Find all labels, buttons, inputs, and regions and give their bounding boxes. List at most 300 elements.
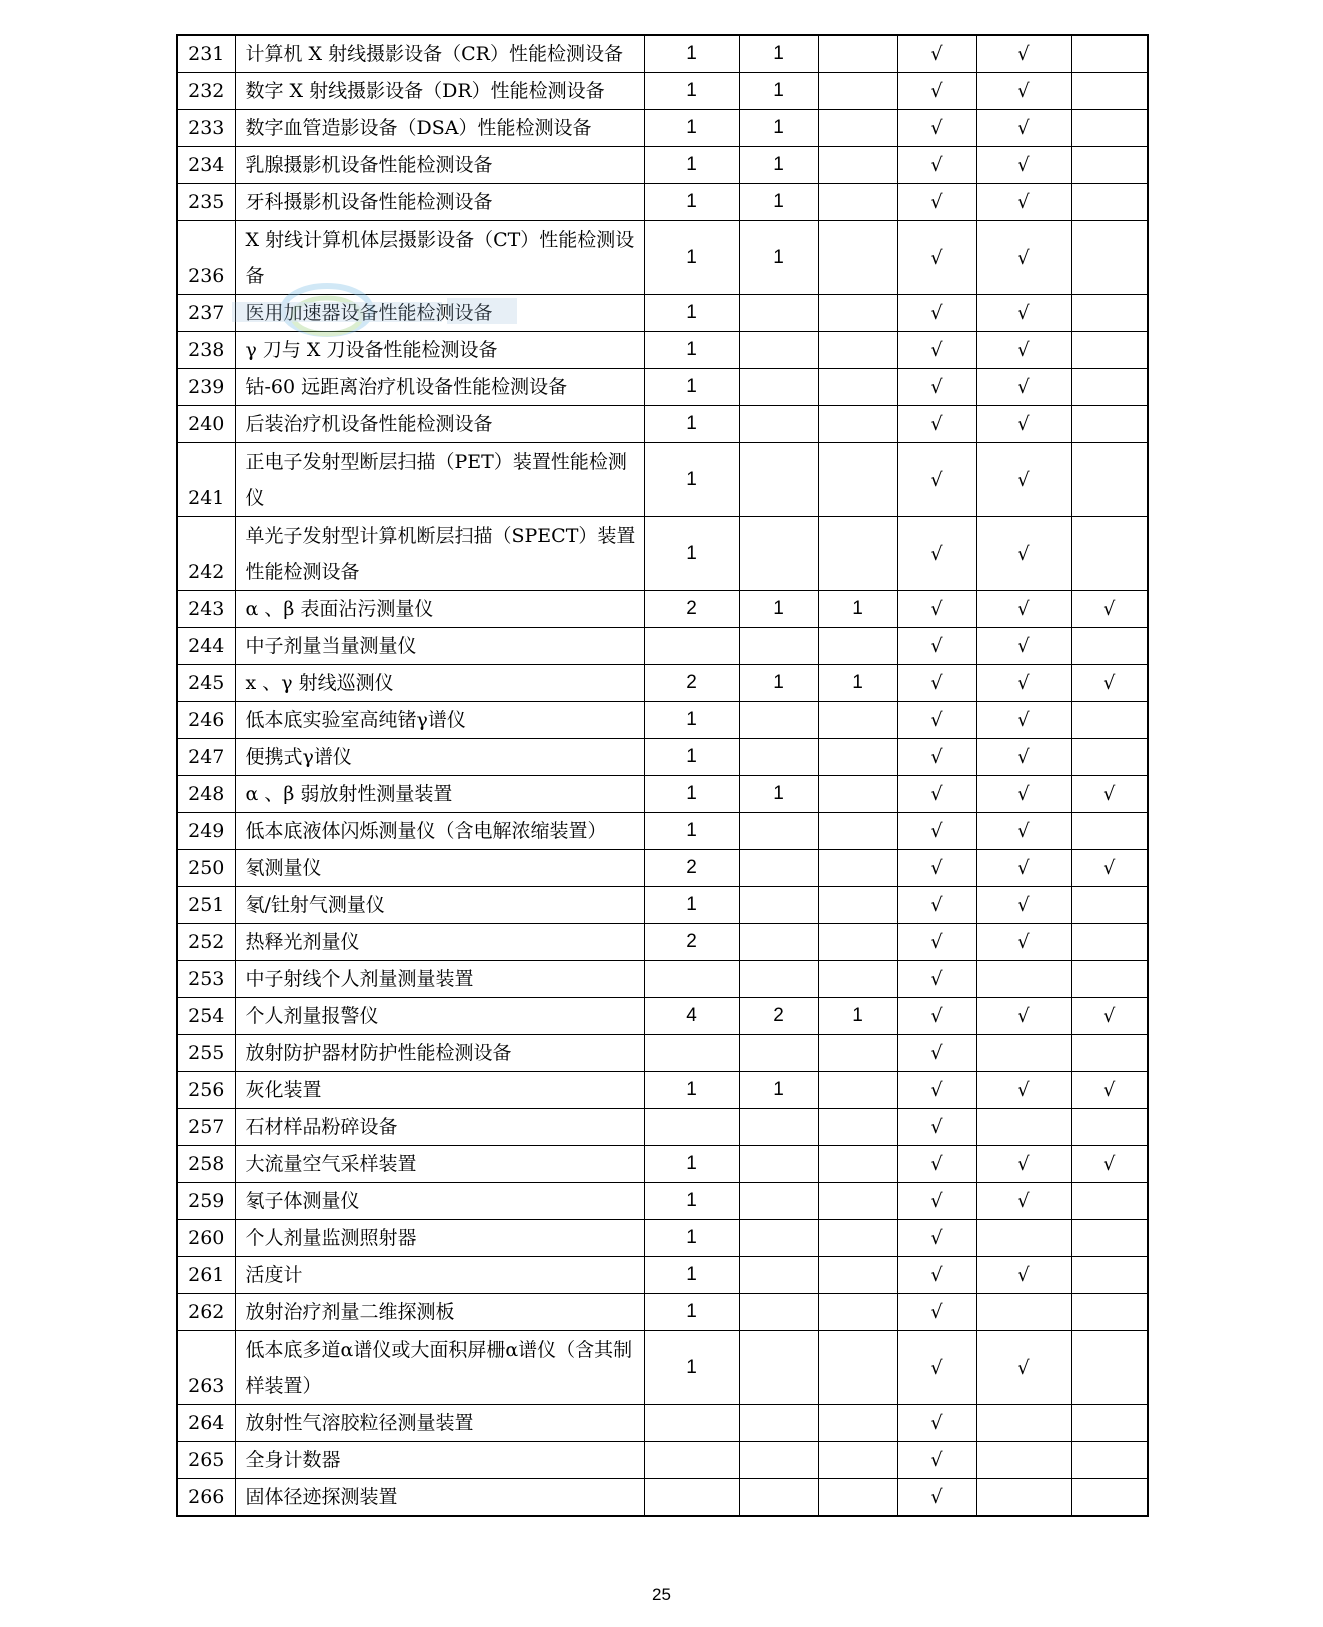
check-cell-1: √ <box>897 813 976 850</box>
equipment-name-cell: 氡测量仪 <box>235 850 644 887</box>
equipment-name-cell: 数字 X 射线摄影设备（DR）性能检测设备 <box>235 73 644 110</box>
quantity-cell-2 <box>739 1405 818 1442</box>
check-cell-3 <box>1071 1331 1148 1405</box>
table-row <box>177 1146 1148 1183</box>
quantity-cell-1 <box>644 628 739 665</box>
quantity-cell-1: 1 <box>644 295 739 332</box>
quantity-cell-2: 1 <box>739 665 818 702</box>
row-number-cell: 257 <box>177 1109 235 1146</box>
row-number-cell: 244 <box>177 628 235 665</box>
check-cell-1: √ <box>897 1442 976 1479</box>
quantity-cell-1: 1 <box>644 517 739 591</box>
row-number-cell: 236 <box>177 221 235 295</box>
table-row <box>177 591 1148 628</box>
check-cell-1: √ <box>897 295 976 332</box>
quantity-cell-3 <box>818 1146 897 1183</box>
row-number-cell: 232 <box>177 73 235 110</box>
check-cell-1: √ <box>897 961 976 998</box>
check-cell-3 <box>1071 110 1148 147</box>
quantity-cell-3 <box>818 776 897 813</box>
check-cell-1: √ <box>897 850 976 887</box>
quantity-cell-1: 1 <box>644 1146 739 1183</box>
table-row <box>177 1331 1148 1405</box>
check-cell-1: √ <box>897 998 976 1035</box>
quantity-cell-3 <box>818 1405 897 1442</box>
quantity-cell-2 <box>739 850 818 887</box>
check-cell-2: √ <box>976 1257 1071 1294</box>
quantity-cell-2 <box>739 1146 818 1183</box>
check-cell-3 <box>1071 73 1148 110</box>
table-row <box>177 887 1148 924</box>
quantity-cell-1: 1 <box>644 221 739 295</box>
row-number-cell: 238 <box>177 332 235 369</box>
table-row <box>177 221 1148 295</box>
equipment-name-cell: 全身计数器 <box>235 1442 644 1479</box>
equipment-name-cell: 钴-60 远距离治疗机设备性能检测设备 <box>235 369 644 406</box>
check-cell-1: √ <box>897 1035 976 1072</box>
quantity-cell-1: 4 <box>644 998 739 1035</box>
quantity-cell-3 <box>818 332 897 369</box>
quantity-cell-1: 2 <box>644 591 739 628</box>
row-number-cell: 237 <box>177 295 235 332</box>
check-cell-3 <box>1071 369 1148 406</box>
check-cell-2: √ <box>976 1146 1071 1183</box>
quantity-cell-1: 1 <box>644 35 739 73</box>
equipment-name-cell: 放射防护器材防护性能检测设备 <box>235 1035 644 1072</box>
table-row <box>177 443 1148 517</box>
quantity-cell-1: 1 <box>644 739 739 776</box>
check-cell-3: √ <box>1071 776 1148 813</box>
check-cell-1: √ <box>897 628 976 665</box>
check-cell-1: √ <box>897 332 976 369</box>
quantity-cell-2: 1 <box>739 591 818 628</box>
check-cell-3 <box>1071 1294 1148 1331</box>
table-row <box>177 1035 1148 1072</box>
equipment-name-cell: 个人剂量监测照射器 <box>235 1220 644 1257</box>
row-number-cell: 262 <box>177 1294 235 1331</box>
check-cell-1: √ <box>897 406 976 443</box>
equipment-name-cell: 放射治疗剂量二维探测板 <box>235 1294 644 1331</box>
check-cell-3 <box>1071 887 1148 924</box>
row-number-cell: 245 <box>177 665 235 702</box>
quantity-cell-2 <box>739 1183 818 1220</box>
equipment-name-cell: 放射性气溶胶粒径测量装置 <box>235 1405 644 1442</box>
quantity-cell-3 <box>818 221 897 295</box>
quantity-cell-1: 2 <box>644 665 739 702</box>
table-row <box>177 369 1148 406</box>
quantity-cell-2 <box>739 702 818 739</box>
table-row <box>177 924 1148 961</box>
equipment-name-cell: 中子剂量当量测量仪 <box>235 628 644 665</box>
row-number-cell: 243 <box>177 591 235 628</box>
table-row <box>177 110 1148 147</box>
table-row <box>177 1220 1148 1257</box>
row-number-cell: 251 <box>177 887 235 924</box>
quantity-cell-3 <box>818 1331 897 1405</box>
check-cell-3 <box>1071 1183 1148 1220</box>
check-cell-1: √ <box>897 1146 976 1183</box>
quantity-cell-2: 1 <box>739 776 818 813</box>
quantity-cell-1 <box>644 1035 739 1072</box>
equipment-name-cell: 灰化装置 <box>235 1072 644 1109</box>
quantity-cell-1: 1 <box>644 369 739 406</box>
equipment-name-cell: x 、γ 射线巡测仪 <box>235 665 644 702</box>
quantity-cell-2 <box>739 1220 818 1257</box>
table-row <box>177 406 1148 443</box>
table-row <box>177 776 1148 813</box>
quantity-cell-1: 1 <box>644 1072 739 1109</box>
page-number: 25 <box>652 1585 671 1604</box>
table-row <box>177 739 1148 776</box>
quantity-cell-2 <box>739 1257 818 1294</box>
check-cell-2 <box>976 1442 1071 1479</box>
quantity-cell-1: 1 <box>644 1294 739 1331</box>
quantity-cell-1: 1 <box>644 73 739 110</box>
quantity-cell-3 <box>818 1072 897 1109</box>
table-row <box>177 998 1148 1035</box>
quantity-cell-3 <box>818 850 897 887</box>
table-row <box>177 1257 1148 1294</box>
quantity-cell-3: 1 <box>818 998 897 1035</box>
check-cell-2: √ <box>976 702 1071 739</box>
quantity-cell-3 <box>818 961 897 998</box>
row-number-cell: 264 <box>177 1405 235 1442</box>
check-cell-3 <box>1071 406 1148 443</box>
check-cell-2: √ <box>976 665 1071 702</box>
check-cell-3: √ <box>1071 1146 1148 1183</box>
check-cell-2: √ <box>976 184 1071 221</box>
check-cell-1: √ <box>897 147 976 184</box>
row-number-cell: 234 <box>177 147 235 184</box>
quantity-cell-1: 1 <box>644 813 739 850</box>
check-cell-2: √ <box>976 221 1071 295</box>
check-cell-3 <box>1071 35 1148 73</box>
equipment-name-cell: 正电子发射型断层扫描（PET）装置性能检测仪 <box>235 443 644 517</box>
check-cell-3: √ <box>1071 665 1148 702</box>
check-cell-2: √ <box>976 147 1071 184</box>
table-row <box>177 295 1148 332</box>
quantity-cell-1: 1 <box>644 110 739 147</box>
check-cell-3 <box>1071 1220 1148 1257</box>
row-number-cell: 242 <box>177 517 235 591</box>
check-cell-3 <box>1071 443 1148 517</box>
check-cell-1: √ <box>897 1479 976 1517</box>
check-cell-1: √ <box>897 739 976 776</box>
check-cell-1: √ <box>897 221 976 295</box>
row-number-cell: 254 <box>177 998 235 1035</box>
check-cell-2: √ <box>976 332 1071 369</box>
check-cell-1: √ <box>897 1331 976 1405</box>
table-row <box>177 1294 1148 1331</box>
quantity-cell-1: 2 <box>644 850 739 887</box>
check-cell-2: √ <box>976 1072 1071 1109</box>
quantity-cell-1: 2 <box>644 924 739 961</box>
check-cell-1: √ <box>897 443 976 517</box>
check-cell-2 <box>976 1405 1071 1442</box>
quantity-cell-1: 1 <box>644 1220 739 1257</box>
check-cell-2 <box>976 961 1071 998</box>
check-cell-2: √ <box>976 406 1071 443</box>
equipment-table <box>176 34 1149 1517</box>
table-row <box>177 332 1148 369</box>
check-cell-2: √ <box>976 628 1071 665</box>
check-cell-3 <box>1071 221 1148 295</box>
equipment-name-cell: γ 刀与 X 刀设备性能检测设备 <box>235 332 644 369</box>
quantity-cell-3 <box>818 628 897 665</box>
row-number-cell: 260 <box>177 1220 235 1257</box>
equipment-name-cell: 低本底多道α谱仪或大面积屏栅α谱仪（含其制样装置） <box>235 1331 644 1405</box>
quantity-cell-3 <box>818 406 897 443</box>
check-cell-2: √ <box>976 887 1071 924</box>
equipment-name-cell: 低本底实验室高纯锗γ谱仪 <box>235 702 644 739</box>
table-row <box>177 628 1148 665</box>
table-row <box>177 1072 1148 1109</box>
row-number-cell: 263 <box>177 1331 235 1405</box>
equipment-name-cell: α 、β 表面沾污测量仪 <box>235 591 644 628</box>
check-cell-2 <box>976 1294 1071 1331</box>
row-number-cell: 252 <box>177 924 235 961</box>
quantity-cell-2 <box>739 924 818 961</box>
table-row <box>177 665 1148 702</box>
quantity-cell-2 <box>739 1109 818 1146</box>
quantity-cell-3 <box>818 1035 897 1072</box>
quantity-cell-3: 1 <box>818 591 897 628</box>
equipment-name-cell: α 、β 弱放射性测量装置 <box>235 776 644 813</box>
row-number-cell: 239 <box>177 369 235 406</box>
quantity-cell-1: 1 <box>644 887 739 924</box>
quantity-cell-3 <box>818 1442 897 1479</box>
table-row <box>177 702 1148 739</box>
check-cell-1: √ <box>897 924 976 961</box>
row-number-cell: 253 <box>177 961 235 998</box>
table-row <box>177 35 1148 73</box>
quantity-cell-2 <box>739 406 818 443</box>
quantity-cell-3 <box>818 184 897 221</box>
equipment-name-cell: X 射线计算机体层摄影设备（CT）性能检测设备 <box>235 221 644 295</box>
quantity-cell-3 <box>818 35 897 73</box>
check-cell-2: √ <box>976 517 1071 591</box>
check-cell-3 <box>1071 924 1148 961</box>
quantity-cell-2 <box>739 1035 818 1072</box>
table-row <box>177 1405 1148 1442</box>
row-number-cell: 248 <box>177 776 235 813</box>
row-number-cell: 241 <box>177 443 235 517</box>
check-cell-2: √ <box>976 369 1071 406</box>
row-number-cell: 249 <box>177 813 235 850</box>
check-cell-1: √ <box>897 776 976 813</box>
quantity-cell-2 <box>739 332 818 369</box>
equipment-name-cell: 石材样品粉碎设备 <box>235 1109 644 1146</box>
check-cell-1: √ <box>897 1294 976 1331</box>
check-cell-3 <box>1071 1442 1148 1479</box>
equipment-name-cell: 低本底液体闪烁测量仪（含电解浓缩装置） <box>235 813 644 850</box>
quantity-cell-3 <box>818 517 897 591</box>
quantity-cell-3 <box>818 924 897 961</box>
equipment-name-cell: 中子射线个人剂量测量装置 <box>235 961 644 998</box>
quantity-cell-3 <box>818 813 897 850</box>
quantity-cell-3 <box>818 1183 897 1220</box>
check-cell-3 <box>1071 1109 1148 1146</box>
check-cell-3: √ <box>1071 1072 1148 1109</box>
row-number-cell: 266 <box>177 1479 235 1517</box>
quantity-cell-2: 1 <box>739 221 818 295</box>
check-cell-1: √ <box>897 1183 976 1220</box>
quantity-cell-2 <box>739 1479 818 1517</box>
equipment-name-cell: 计算机 X 射线摄影设备（CR）性能检测设备 <box>235 35 644 73</box>
check-cell-3 <box>1071 628 1148 665</box>
equipment-name-cell: 后装治疗机设备性能检测设备 <box>235 406 644 443</box>
quantity-cell-1: 1 <box>644 1257 739 1294</box>
equipment-name-cell: 大流量空气采样装置 <box>235 1146 644 1183</box>
row-number-cell: 235 <box>177 184 235 221</box>
check-cell-3 <box>1071 739 1148 776</box>
check-cell-1: √ <box>897 517 976 591</box>
check-cell-2 <box>976 1479 1071 1517</box>
equipment-name-cell: 固体径迹探测装置 <box>235 1479 644 1517</box>
quantity-cell-2: 1 <box>739 73 818 110</box>
equipment-name-cell: 乳腺摄影机设备性能检测设备 <box>235 147 644 184</box>
quantity-cell-1: 1 <box>644 1183 739 1220</box>
table-row <box>177 73 1148 110</box>
check-cell-2: √ <box>976 998 1071 1035</box>
quantity-cell-1: 1 <box>644 184 739 221</box>
check-cell-2: √ <box>976 924 1071 961</box>
check-cell-2: √ <box>976 591 1071 628</box>
check-cell-2: √ <box>976 295 1071 332</box>
check-cell-2: √ <box>976 73 1071 110</box>
quantity-cell-2 <box>739 1294 818 1331</box>
table-body <box>177 35 1148 1516</box>
quantity-cell-1: 1 <box>644 702 739 739</box>
equipment-name-cell: 活度计 <box>235 1257 644 1294</box>
quantity-cell-3 <box>818 369 897 406</box>
table-row <box>177 1442 1148 1479</box>
check-cell-2: √ <box>976 850 1071 887</box>
check-cell-3 <box>1071 184 1148 221</box>
row-number-cell: 250 <box>177 850 235 887</box>
check-cell-3 <box>1071 1479 1148 1517</box>
check-cell-3: √ <box>1071 850 1148 887</box>
check-cell-1: √ <box>897 35 976 73</box>
check-cell-1: √ <box>897 887 976 924</box>
check-cell-2 <box>976 1109 1071 1146</box>
check-cell-2: √ <box>976 110 1071 147</box>
quantity-cell-3 <box>818 1109 897 1146</box>
equipment-name-cell: 热释光剂量仪 <box>235 924 644 961</box>
check-cell-3 <box>1071 147 1148 184</box>
row-number-cell: 265 <box>177 1442 235 1479</box>
row-number-cell: 247 <box>177 739 235 776</box>
check-cell-3 <box>1071 702 1148 739</box>
check-cell-2: √ <box>976 443 1071 517</box>
quantity-cell-3 <box>818 1294 897 1331</box>
check-cell-2: √ <box>976 1183 1071 1220</box>
equipment-name-cell: 数字血管造影设备（DSA）性能检测设备 <box>235 110 644 147</box>
row-number-cell: 231 <box>177 35 235 73</box>
equipment-name-cell: 牙科摄影机设备性能检测设备 <box>235 184 644 221</box>
check-cell-2: √ <box>976 739 1071 776</box>
row-number-cell: 258 <box>177 1146 235 1183</box>
quantity-cell-2: 1 <box>739 35 818 73</box>
table-row <box>177 147 1148 184</box>
quantity-cell-1: 1 <box>644 147 739 184</box>
equipment-name-cell: 单光子发射型计算机断层扫描（SPECT）装置性能检测设备 <box>235 517 644 591</box>
quantity-cell-2: 1 <box>739 110 818 147</box>
check-cell-2 <box>976 1220 1071 1257</box>
table-row <box>177 1109 1148 1146</box>
check-cell-3 <box>1071 295 1148 332</box>
equipment-name-cell: 个人剂量报警仪 <box>235 998 644 1035</box>
check-cell-3 <box>1071 1035 1148 1072</box>
row-number-cell: 259 <box>177 1183 235 1220</box>
quantity-cell-3 <box>818 295 897 332</box>
check-cell-1: √ <box>897 665 976 702</box>
check-cell-3: √ <box>1071 591 1148 628</box>
quantity-cell-3 <box>818 73 897 110</box>
quantity-cell-1: 1 <box>644 443 739 517</box>
quantity-cell-2 <box>739 813 818 850</box>
quantity-cell-3 <box>818 1220 897 1257</box>
quantity-cell-3 <box>818 147 897 184</box>
check-cell-3 <box>1071 517 1148 591</box>
quantity-cell-3 <box>818 110 897 147</box>
quantity-cell-3 <box>818 1257 897 1294</box>
quantity-cell-2 <box>739 369 818 406</box>
check-cell-1: √ <box>897 73 976 110</box>
check-cell-2: √ <box>976 776 1071 813</box>
quantity-cell-3: 1 <box>818 665 897 702</box>
quantity-cell-2 <box>739 443 818 517</box>
table-row <box>177 1479 1148 1517</box>
check-cell-2: √ <box>976 35 1071 73</box>
quantity-cell-1: 1 <box>644 776 739 813</box>
table-row <box>177 1183 1148 1220</box>
quantity-cell-3 <box>818 443 897 517</box>
quantity-cell-2: 1 <box>739 184 818 221</box>
table-row <box>177 961 1148 998</box>
quantity-cell-1 <box>644 961 739 998</box>
quantity-cell-2: 1 <box>739 1072 818 1109</box>
quantity-cell-3 <box>818 702 897 739</box>
quantity-cell-2: 2 <box>739 998 818 1035</box>
table-row <box>177 850 1148 887</box>
quantity-cell-3 <box>818 739 897 776</box>
check-cell-1: √ <box>897 369 976 406</box>
equipment-name-cell: 便携式γ谱仪 <box>235 739 644 776</box>
quantity-cell-2 <box>739 1442 818 1479</box>
quantity-cell-1: 1 <box>644 332 739 369</box>
table-row <box>177 517 1148 591</box>
row-number-cell: 256 <box>177 1072 235 1109</box>
quantity-cell-1: 1 <box>644 406 739 443</box>
check-cell-3 <box>1071 332 1148 369</box>
row-number-cell: 255 <box>177 1035 235 1072</box>
check-cell-1: √ <box>897 184 976 221</box>
check-cell-3 <box>1071 813 1148 850</box>
quantity-cell-3 <box>818 887 897 924</box>
row-number-cell: 246 <box>177 702 235 739</box>
check-cell-1: √ <box>897 1257 976 1294</box>
check-cell-3 <box>1071 1257 1148 1294</box>
quantity-cell-1 <box>644 1442 739 1479</box>
quantity-cell-1: 1 <box>644 1331 739 1405</box>
quantity-cell-2 <box>739 887 818 924</box>
quantity-cell-2 <box>739 961 818 998</box>
check-cell-1: √ <box>897 1220 976 1257</box>
quantity-cell-2 <box>739 517 818 591</box>
check-cell-3: √ <box>1071 998 1148 1035</box>
row-number-cell: 261 <box>177 1257 235 1294</box>
